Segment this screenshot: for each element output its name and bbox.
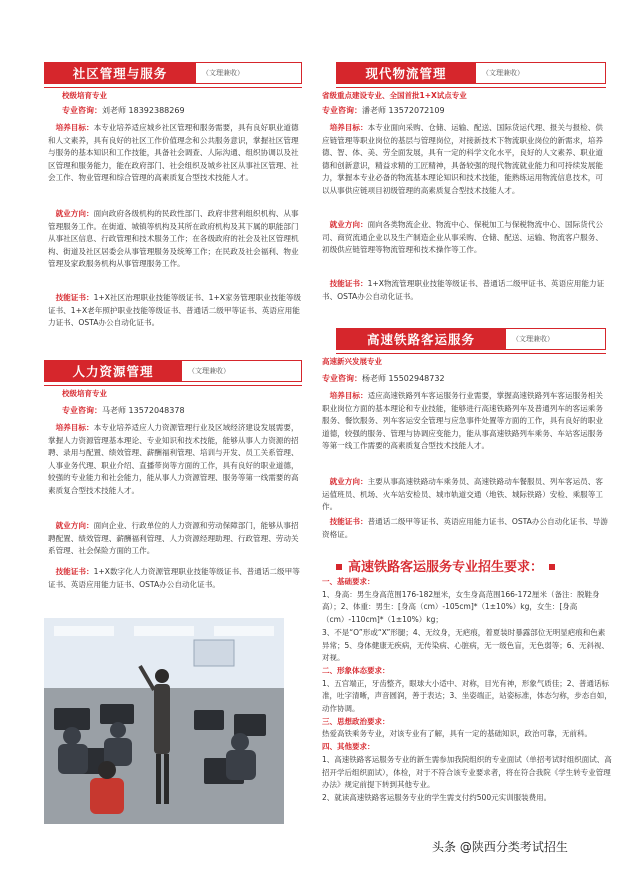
hr-cert: 技能证书：1+X数字化人力资源管理职业技能等级证书、普通话二级甲等证书、英语应用能力证书、OSTA办公自动化证书。 xyxy=(48,567,300,589)
req-l5: 1、高速铁路客运服务专业的新生需参加我院组织的专业面试（单招考试时组织面试、高招开学后组织面试），体检，对于不符合该专业要求者，将在符合我院《学生转专业管理办法》规定前提下转到其他专业。 xyxy=(322,754,612,790)
logistics-goal: 培养目标：本专业面向采购、仓储、运输、配送、国际货运代理、报关与报检、供应链管理等职业岗位的基层与管理岗位，对接新技术下物流职业岗位的新需求，培养德、智、体、美、劳全面发展，具有一定的科学文化水平，良好的人文素养、职业道德和创新意识，精益求精的工匠精神，具备较强的现代物流就业能力和可持续发展能力，掌握本专业必备的物流基本理论知识和技术技能，能熟练运用物流信息技术，可以从事供应链项目初级管理的高素质复合型技术技能人才。 xyxy=(322,123,603,195)
hr-tag: 校级培育专业 xyxy=(62,389,107,398)
rail-tag: 高速新兴发展专业 xyxy=(322,357,382,366)
req-s2: 二、形象体态要求： xyxy=(322,665,390,675)
logistics-contact: 专业咨询：潘老师 13572072109 xyxy=(322,106,445,115)
hr-goal: 培养目标：本专业培养适应人力资源管理行业及区域经济建设发展需要，掌握人力资源管理基本理论、专业知识和技术技能，能够从事人力资源的招聘、录用与配置、绩效管理、薪酬福利管理、培训与开发、员工关系管理、人事业务代理、职业介绍、直播带岗等方面的工作，具有良好的职业道德，较强的专业能力和社会能力，能从事人力资源管理、服务等第一线需要的高素质复合型技术技能人才。 xyxy=(48,423,299,495)
hr-job: 就业方向：面向企业、行政单位的人力资源和劳动保障部门，能够从事招聘配置、绩效管理、薪酬福利管理、人力资源经理助理、行政管理、劳动关系管理、社会保险方面的工作。 xyxy=(48,521,299,556)
hr-sub: （文理兼收） xyxy=(182,360,302,382)
community-job: 就业方向：面向政府各级机构的民政性部门、政府非营利组织机构、从事管理服务工作。在街道、城镇等机构及其所在政府机构及其下属的职能部门从事社区信息、行政管理和技术服务工作；在各级政府的社会及社区管理机构、街道及社区居委会从事管理服务及统筹工作；在民政及社会福利、物业管理及家政服务机构从事管理服务工作。 xyxy=(48,209,299,269)
req-l6: 2、就读高速铁路客运服务专业的学生需支付约500元实训服装费用。 xyxy=(322,792,552,802)
classroom-photo xyxy=(44,618,284,824)
logistics-cert: 技能证书：1+X物流管理职业技能等级证书、普通话二级甲证书、英语应用能力证书、OSTA办公自动化证书。 xyxy=(322,279,605,301)
hr-header xyxy=(44,360,302,382)
community-tag: 校级培育专业 xyxy=(62,91,107,100)
requirements-body xyxy=(322,576,612,805)
logistics-title: 现代物流管理 xyxy=(336,62,476,84)
rail-header xyxy=(336,328,606,350)
requirements-title: 高速铁路客运服务专业招生要求： xyxy=(330,556,561,575)
req-l1: 1、身高：男生身高范围176-182厘米，女生身高范围166-172厘米（备注：脱鞋身高）；2、体重：男生：[身高（cm）-105cm]*（1±10%）kg，女生：[身高（cm）-110cm]*（1±10%）kg； xyxy=(322,589,600,625)
rail-goal: 培养目标：适应高速铁路列车客运服务行业需要，掌握高速铁路列车客运服务相关职业岗位方面的基本理论和专业技能，能够进行高速铁路列车及普通列车的客运乘务服务、餐饮服务、列车客运安全管理与应急事件处置等方面的工作，具有良好的职业道德，较强的服务、管理与协调应变能力，能从事高速铁路列车乘务、车站客运服务等第一线工作需要的高素质复合型技术技能人才。 xyxy=(322,391,603,451)
rail-contact: 专业咨询：杨老师 15502948732 xyxy=(322,374,445,383)
req-s3: 三、思想政治要求： xyxy=(322,716,390,726)
req-l3: 1、五官端正，牙齿整齐，眼球大小适中、对称，目光有神，形象气质佳；2、普通话标准，吐字清晰，声音圆润，善于表达；3、坐姿端正，站姿标准，体态匀称，步态自如，动作协调。 xyxy=(322,678,612,714)
rail-title: 高速铁路客运服务 xyxy=(336,328,506,350)
logistics-tag: 省级重点建设专业、全国首批1+X试点专业 xyxy=(322,91,467,100)
community-goal: 培养目标：本专业培养适应城乡社区管理和服务需要，具有良好职业道德和人文素养，具有良好的社区工作价值理念和公共服务意识，掌握社区管理与服务的基本知识和工作技能，具备社会调查、人际沟通、组织协调以及社区管理和服务能力，能在政府部门、社会组织及城乡社区从事社区管理、社会工作、物业管理和综合管理的高素质复合型技术技能人才。 xyxy=(48,123,299,183)
req-s1: 一、基础要求： xyxy=(322,577,375,586)
community-header xyxy=(44,62,302,84)
hr-contact: 专业咨询：马老师 13572048378 xyxy=(62,406,185,415)
rail-cert: 技能证书：普通话二级甲等证书、英语应用能力证书、OSTA办公自动化证书、导游资格证。 xyxy=(322,517,608,539)
rail-job: 就业方向：主要从事高速铁路动车乘务员、高速铁路动车餐服员、列车客运员、客运值班员、机场、火车站安检员、城市轨道交通（地铁、城际铁路）安检、乘服等工作。 xyxy=(322,477,603,512)
community-title: 社区管理与服务 xyxy=(44,62,196,84)
logistics-sub: （文理兼收） xyxy=(476,62,606,84)
watermark xyxy=(432,838,568,855)
req-l2: 3、不是“O”形或“X”形腿；4、无纹身，无疤痕，着夏装时暴露部位无明显疤痕和色素异常；5、身体健康无疾病，无传染病、心脏病，无一级色盲，无色弱等；6、无斜视、对视。 xyxy=(322,627,610,663)
community-contact: 专业咨询：刘老师 18392388269 xyxy=(62,106,185,115)
req-s4: 四、其他要求： xyxy=(322,742,375,752)
classroom-photo-illustration xyxy=(44,618,284,824)
logistics-header xyxy=(336,62,606,84)
community-sub: （文理兼收） xyxy=(196,62,302,84)
watermark-text: 头条 @陕西分类考试招生 xyxy=(432,840,568,854)
req-l4: 热爱高铁乘务专业，对该专业有了解，具有一定的基础知识，政治可靠，无前科。 xyxy=(322,729,592,739)
hr-title: 人力资源管理 xyxy=(44,360,182,382)
logistics-job: 就业方向：面向各类物流企业、物流中心、保税加工与保税物流中心、国际货代公司、商贸流通企业以及生产制造企业从事采购、仓储、配送、运输、物流客户服务、初级供应链管理等物流管理和技术操作等工作。 xyxy=(322,220,603,255)
community-cert: 技能证书：1+X社区治理职业技能等级证书、1+X家务管理职业技能等级证书、1+X老年照护职业技能等级证书、普通话二级甲等证书、英语应用能力证书、OSTA办公自动化证书。 xyxy=(48,293,302,328)
rail-sub: （文理兼收） xyxy=(506,328,606,350)
